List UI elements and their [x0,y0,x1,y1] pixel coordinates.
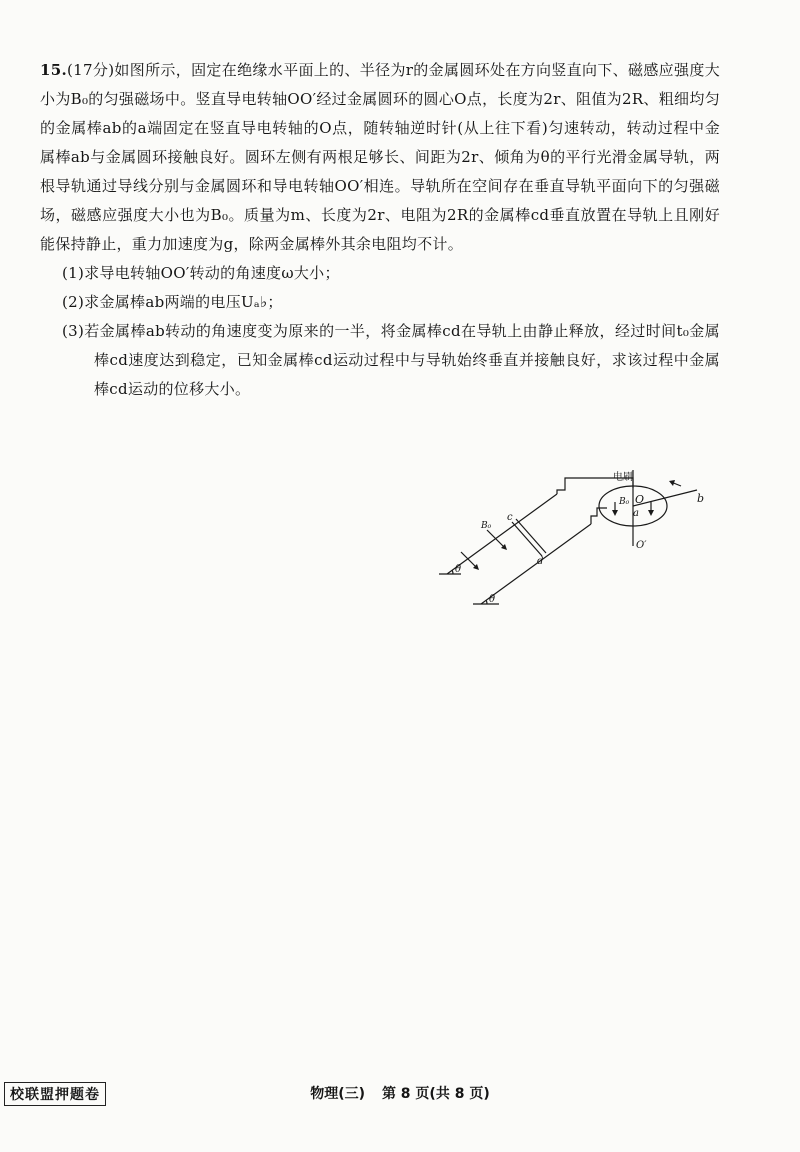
sub-question-2: (2)求金属棒ab两端的电压Uₐ♭； [62,293,283,311]
wire-to-axis [591,508,607,524]
question-stem [40,56,720,259]
footer-page-number: 第 8 页(共 8 页) [381,1086,490,1102]
sub-question-1: (1)求导电转轴OO′转动的角速度ω大小； [62,264,340,282]
theta-lower-label: θ [489,594,496,605]
theta-upper-label: θ [455,564,462,575]
question-number: 15. [40,61,67,79]
exam-stamp: 校联盟押题卷 [4,1082,106,1106]
question-text: 如图所示，固定在绝缘水平面上的、半径为r的金属圆环处在方向竖直向下、磁感应强度大小为B₀的匀强磁场中。竖直导电转轴OO′经过金属圆环的圆心O点，长度为2r、阻值为2R、粗细均匀的金属棒ab的a端固定在竖直导电转轴的O点，随转轴逆时针(从上往下看)匀速转动，转动过程中金属棒ab与金属圆环接触良好。圆环左侧有两根足够长、间距为2r、倾角为θ的平行光滑金属导轨，两根导轨通过导线分别与金属圆环和导电转轴OO′相连。导轨所在空间存在垂直导轨平面向下的匀强磁场，磁感应强度大小也为B₀。质量为m、长度为2r、电阻为2R的金属棒cd垂直放置在导轨上且刚好能保持静止，重力加速度为g，除两金属棒外其余电阻均不计。 [40,61,720,253]
rod-cd [512,522,542,556]
question-15 [40,56,720,404]
o-label: O [635,493,645,506]
b-label: b [697,492,705,505]
d-label: d [537,556,544,567]
page-footer [0,1083,800,1103]
c-label: c [507,512,513,523]
circuit-diagram [435,470,715,620]
rail-b0-label: B₀ [481,521,492,531]
rail-lower [481,524,591,604]
o-prime-label: O′ [636,540,647,551]
ring-b0-label: B₀ [619,497,630,507]
brush-label: 电刷 [613,472,633,483]
a-label: a [633,508,639,519]
sub-question-3: (3)若金属棒ab转动的角速度变为原来的一半，将金属棒cd在导轨上由静止释放，经过时间t₀金属棒cd速度达到稳定，已知金属棒cd运动过程中与导轨始终垂直并接触良好，求该过程中金属棒cd运动的位移大小。 [62,322,720,398]
field-arrow-1 [487,530,505,548]
question-points: (17分) [67,61,115,79]
footer-subject: 物理(三) [310,1086,366,1102]
